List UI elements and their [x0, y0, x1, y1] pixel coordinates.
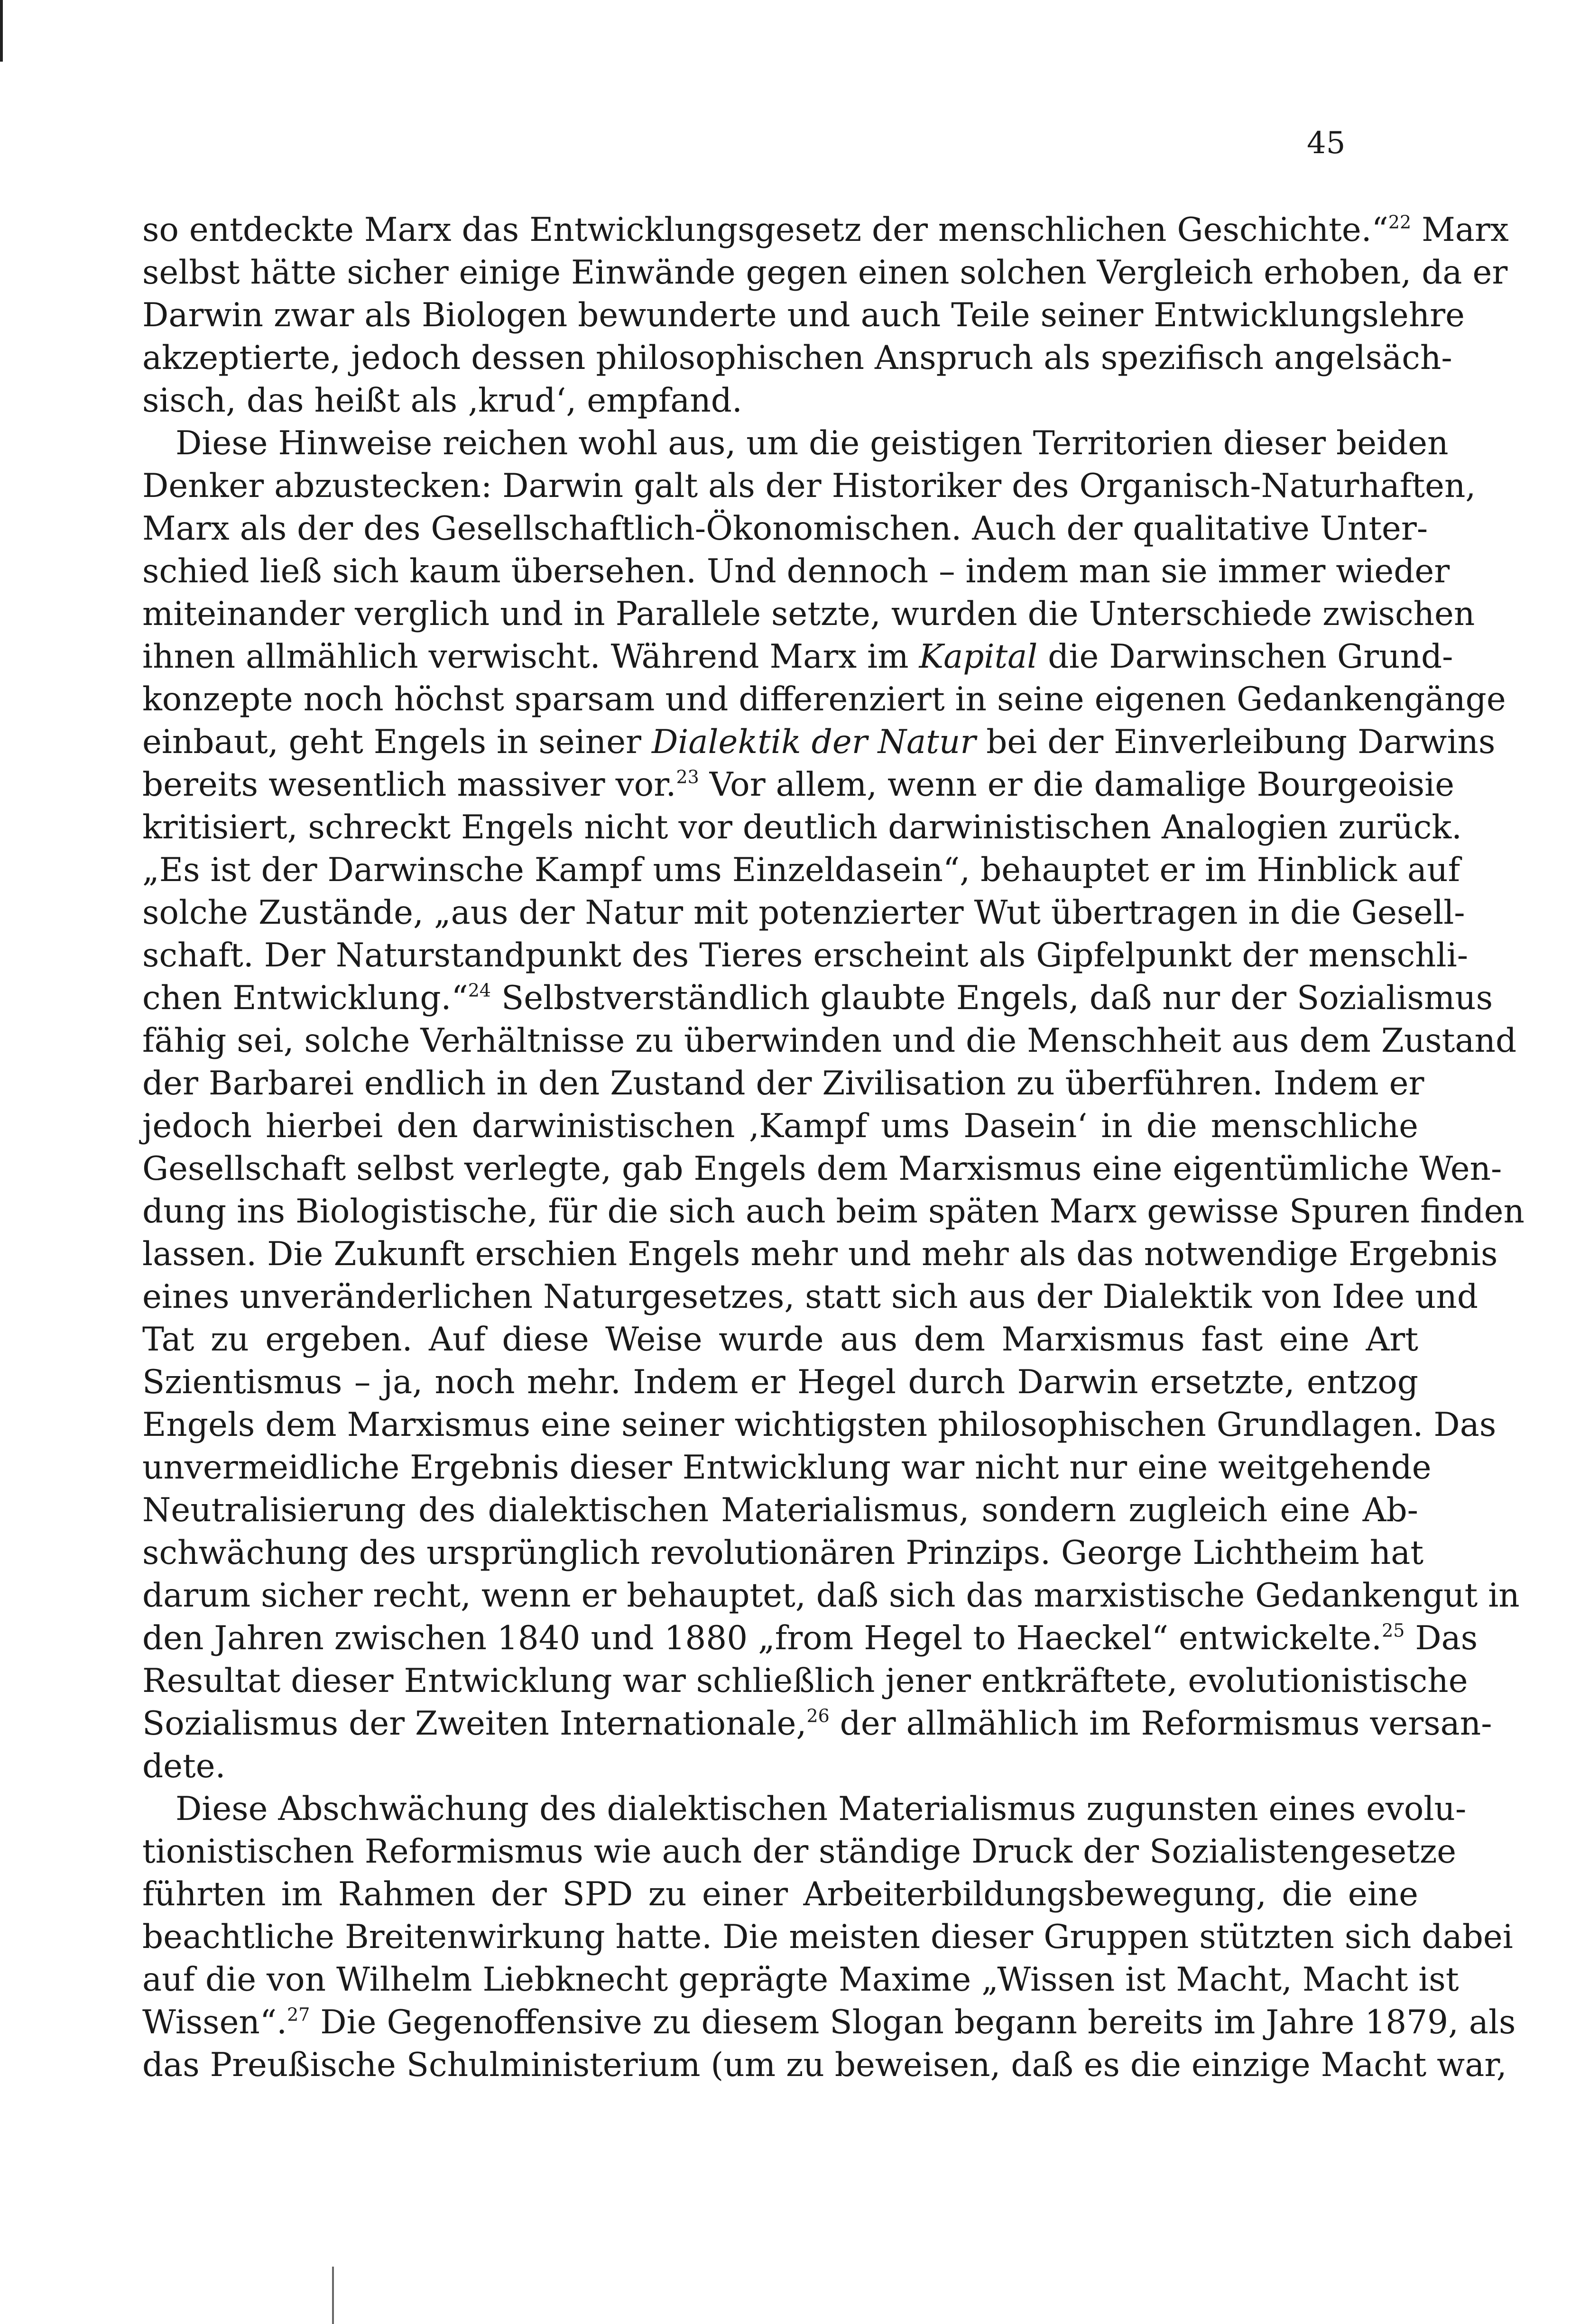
text-line: selbst hätte sicher einige Einwände gegen einen solchen Vergleich erhoben, da er [142, 254, 1508, 292]
text-line: Wissen“.$^{27}$ Die Gegenoffensive zu diesem Slogan begann bereits im Jahre 1879, als [142, 2003, 1516, 2041]
text-line: miteinander verglich und in Parallele setzte, wurden die Unterschiede zwischen [142, 595, 1475, 633]
text-line: beachtliche Breitenwirkung hatte. Die meisten dieser Gruppen stützten sich dabei [142, 1918, 1513, 1956]
footnote-ref: 25 [1382, 1620, 1405, 1641]
text-line: fähig sei, solche Verhältnisse zu überwinden und die Menschheit aus dem Zustand [142, 1022, 1517, 1060]
text-line: Sozialismus der Zweiten Internationale,$^{26}$ der allmählich im Reformismus versan- [142, 1705, 1492, 1743]
text-line: der Barbarei endlich in den Zustand der Zivilisation zu überführen. Indem er [142, 1065, 1424, 1102]
text-line: solche Zustände, „aus der Natur mit potenzierter Wut übertragen in die Gesell- [142, 894, 1465, 932]
text-line: jedoch hierbei den darwinistischen ‚Kampf ums Dasein‘ in die menschliche [142, 1107, 1418, 1145]
footnote-ref: 24 [468, 980, 491, 1001]
text-line: tionistischen Reformismus wie auch der ständige Druck der Sozialistengesetze [142, 1833, 1457, 1871]
text-line: einbaut, geht Engels in seiner Dialektik der Natur bei der Einverleibung Darwins [142, 723, 1496, 761]
page-number: 45 [1307, 126, 1346, 161]
paragraph-1 [142, 209, 1509, 422]
text-line: das Preußische Schulministerium (um zu beweisen, daß es die einzige Macht war, [142, 2046, 1507, 2084]
text-line: Engels dem Marxismus eine seiner wichtigsten philosophischen Grundlagen. Das [142, 1406, 1497, 1444]
footnote-ref: 22 [1388, 211, 1412, 233]
text-line: schied ließ sich kaum übersehen. Und dennoch – indem man sie immer wieder [142, 552, 1450, 590]
text-line: Diese Abschwächung des dialektischen Materialismus zugunsten eines evolu- [176, 1790, 1467, 1828]
body-text [142, 209, 1525, 2086]
text-line: akzeptierte, jedoch dessen philosophischen Anspruch als spezifisch angelsäch- [142, 339, 1452, 377]
text-line: „Es ist der Darwinsche Kampf ums Einzeldasein“, behauptet er im Hinblick auf [142, 851, 1460, 889]
text-line: unvermeidliche Ergebnis dieser Entwicklung war nicht nur eine weitgehende [142, 1449, 1432, 1487]
book-title: Kapital [919, 638, 1038, 676]
text-line: kritisiert, schreckt Engels nicht vor deutlich darwinistischen Analogien zurück. [142, 808, 1462, 846]
text-line: Diese Hinweise reichen wohl aus, um die geistigen Territorien dieser beiden [176, 424, 1449, 462]
text-line: Marx als der des Gesellschaftlich-Ökonomischen. Auch der qualitative Unter- [142, 510, 1428, 548]
text-line: Tat zu ergeben. Auf diese Weise wurde aus dem Marxismus fast eine Art [142, 1321, 1418, 1359]
text-line: bereits wesentlich massiver vor.$^{23}$ Vor allem, wenn er die damalige Bourgeoisie [142, 766, 1455, 804]
text-line: so entdeckte Marx das Entwicklungsgesetz der menschlichen Geschichte.“$^{22}$ Marx [142, 211, 1509, 249]
text-line: Szientismus – ja, noch mehr. Indem er Hegel durch Darwin ersetzte, entzog [142, 1363, 1418, 1401]
text-line: schwächung des ursprünglich revolutionären Prinzips. George Lichtheim hat [142, 1534, 1424, 1572]
text-line: schaft. Der Naturstandpunkt des Tieres erscheint als Gipfelpunkt der menschli- [142, 937, 1469, 974]
footnote-ref: 23 [676, 766, 699, 788]
paragraph-2 [142, 422, 1525, 1788]
text-line: eines unveränderlichen Naturgesetzes, statt sich aus der Dialektik von Idee und [142, 1278, 1478, 1316]
text-line: Resultat dieser Entwicklung war schließlich jener entkräftete, evolutionistische [142, 1662, 1468, 1700]
text-line: sisch, das heißt als ‚krud‘, empfand. [142, 382, 742, 420]
paragraph-3 [142, 1788, 1516, 2086]
text-line: dete. [142, 1747, 226, 1785]
text-line: ihnen allmählich verwischt. Während Marx im Kapital die Darwinschen Grund- [142, 638, 1453, 676]
text-line: konzepte noch höchst sparsam und differenziert in seine eigenen Gedankengänge [142, 680, 1506, 718]
text-line: auf die von Wilhelm Liebknecht geprägte Maxime „Wissen ist Macht, Macht ist [142, 1961, 1459, 1999]
footnote-ref: 26 [806, 1705, 830, 1727]
scan-edge-mark [0, 0, 3, 62]
footnote-ref: 27 [287, 2004, 310, 2025]
text-line: führten im Rahmen der SPD zu einer Arbeiterbildungsbewegung, die eine [142, 1875, 1418, 1913]
text-line: Denker abzustecken: Darwin galt als der Historiker des Organisch-Naturhaften, [142, 467, 1476, 505]
text-line: Neutralisierung des dialektischen Materialismus, sondern zugleich eine Ab- [142, 1491, 1418, 1529]
book-title: Dialektik der Natur [651, 723, 976, 761]
text-line: Gesellschaft selbst verlegte, gab Engels dem Marxismus eine eigentümliche Wen- [142, 1150, 1502, 1188]
text-line: dung ins Biologistische, für die sich auch beim späten Marx gewisse Spuren finden [142, 1193, 1525, 1231]
text-line: Darwin zwar als Biologen bewunderte und auch Teile seiner Entwicklungslehre [142, 296, 1465, 334]
text-line: den Jahren zwischen 1840 und 1880 „from Hegel to Haeckel“ entwickelte.$^{25}$ Das [142, 1619, 1478, 1657]
text-line: lassen. Die Zukunft erschien Engels mehr und mehr als das notwendige Ergebnis [142, 1235, 1498, 1273]
text-line: darum sicher recht, wenn er behauptet, daß sich das marxistische Gedankengut in [142, 1577, 1520, 1615]
text-line: chen Entwicklung.“$^{24}$ Selbstverständlich glaubte Engels, daß nur der Sozialismus [142, 979, 1493, 1017]
scan-crop-mark [332, 2267, 334, 2324]
